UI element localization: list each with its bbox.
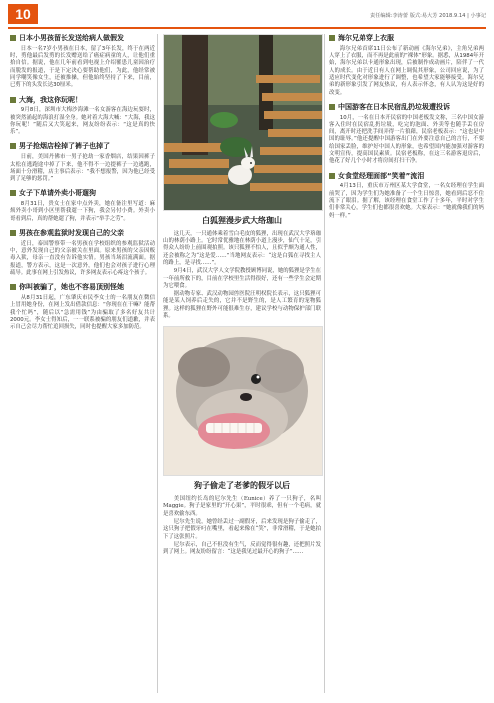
news-body: 10月，一名在日本开民宿的中国老板发文称，三名中国女游客入住时在民宿乱扔垃圾，吃完的泡面、外卖等也随手丢在房间，离开时还把洗手间弄得一片狼藉，民宿老板表示：“这也是中国的耻辱。”他还提醒中国游客出门在外要注意自己的言行，不要给国家丢脸，维护好中国人的形象，也希望国内能加强对游客的文明宣传，提高国民素质。民宿老板称，在这三名游客退房后，他花了好几个小时才将房间打扫干净。 — [329, 114, 484, 165]
news-headline[interactable]: 男孩在参观监狱时发现自己的父亲 — [10, 229, 155, 238]
square-bullet-icon — [10, 284, 16, 290]
dog-illustration — [164, 327, 322, 475]
news-headline[interactable]: 女子下单请外卖小哥遛狗 — [10, 189, 155, 198]
news-headline[interactable]: 日本小男孩留长发送给病人做假发 — [10, 34, 155, 43]
white-fox-illustration — [164, 35, 322, 210]
white-fox-photo — [163, 34, 323, 211]
page-number: 10 — [8, 4, 38, 24]
news-headline[interactable]: 海尔兄弟穿上衣服 — [329, 34, 484, 43]
news-body: 海尔兄弟首席11日公布了新动画《海尔兄弟》，主角兄弟两人穿上了衣服，而不再是此前的“裸体”形象。据悉，从1984年开始，海尔兄弟以卡通形象出现，后被制作成动画片，陪伴了一代人的成长。由于近日有人在网上调侃其形象，公司回应说，为了适应时代变化对形象进行了调整，也希望大家能够接受。海尔兄弟的新形象引发了网友热议，有人表示怀念，有人认为这是好的改变。 — [329, 45, 484, 96]
paragraph: 据动物专家、武汉动物园兽医院汪明权院长表示，这只狐狸可能是某人饲养后走失的，它并不是野生的，是人工繁育的宠物狐狸。这样的狐狸在野外可能很难生存，建议学校与动物保护部门联系。 — [163, 291, 321, 320]
news-item — [329, 103, 484, 166]
news-item — [10, 96, 155, 137]
news-body: 9月8日，深圳市大梅沙海滩一名女游客在海边玩耍时，被突然涌起的海浪打湿全身。她对着大海大喊：“大海，我这你玩呢！”随后又大笑起来，网友纷纷表示：“这是真的快乐”。 — [10, 107, 155, 136]
news-item — [10, 142, 155, 183]
news-headline[interactable]: 你叫被骗了，她也不容易顶别怪她 — [10, 283, 155, 292]
dog-teeth-photo — [163, 326, 323, 476]
news-body: 日前，美国丹佛市一男子抢劫一家香烟店，结果因裤子太松在逃跑途中掉了下来，他不得不一边提裤子一边逃跑，场面十分滑稽，店主事后表示：“我不想报警，因为他已经受到了足够的惩罚。” — [10, 154, 155, 183]
square-bullet-icon — [10, 230, 16, 236]
paragraph: 美国纽约长岛的尼尔先生（Eunice）养了一只狗子，名叫 Maggie。狗子是家里的“开心果”，平时很乖，但有一个毛病，就是喜欢偷东西。 — [163, 496, 321, 517]
news-item — [10, 189, 155, 223]
story-body — [163, 231, 321, 321]
news-item — [10, 229, 155, 277]
square-bullet-icon — [329, 35, 335, 41]
news-item — [10, 34, 155, 90]
square-bullet-icon — [10, 97, 16, 103]
story-caption: 白狐狸漫步武大络珈山 — [202, 216, 282, 225]
square-bullet-icon — [329, 104, 335, 110]
news-headline[interactable]: 男子抢烟店栓掉了裤子也掉了 — [10, 142, 155, 151]
news-item — [10, 283, 155, 331]
news-body: 近日，泰国警察带一名男孩在学校组织的参观监狱活动中，意外发现自己的父亲被关在里面。原来男孩的父亲因贩毒入狱，母亲一直没有告诉他实情。男孩当场泪流满面。据报道，警方表示，这是一次意外，他们也会对孩子进行心理疏导。此事在网上引发热议，许多网友表示心疼这个孩子。 — [10, 240, 155, 276]
paragraph: 9月4日，武汉大学人文学院教授顾博同说，她的狐狸是学生在一年前所救下的，目前在学校里生活得很好，还有一些学生会定期为它喂食。 — [163, 268, 321, 289]
news-body: 8月31日，贵女士在家中点外卖，她在备注里写道：麻烦外卖小哥到小区里帮我遛一下狗，我会另付小费。外卖小哥看到后，真的帮她遛了狗，并表示“举手之劳”。 — [10, 201, 155, 222]
column-divider — [324, 34, 325, 693]
paragraph: 这几天，一只通体乘着雪白毛皮的狐狸，出现在武汉大学珞珈山的林荫小路上。它时常优雅地在林荫小道上漫步，仙气十足，引得众人纷纷上前围观拍照。该只狐狸不怕人，且似乎颇为通人性，还会被称之为“这是爱……”当地网友表示：“这是白狐在寻找主人的路上，是寻找……”。 — [163, 230, 321, 266]
middle-column — [163, 34, 321, 558]
news-body: 从8月31日起，广东肇庆市民李女士的一名朋友在微信上冒用她身份，在网上发出借款信息：“你现在在干嘛？能帮我个忙吗”，随后以“急需用钱”为由骗取了多名好友共计2000元。李女士得知后，一一联系被骗的朋友们道歉，并表示自己会尽力帮忙追回损失，同时也提醒大家多加防范。 — [10, 295, 155, 331]
right-column — [329, 34, 484, 226]
news-body: 4月13日，重庆市万州区某大学食堂，一名女经理在学生面前哭了，因为学生们为她准备了一个生日惊喜，她看到后忍不住流下了眼泪。据了解，该经理在食堂工作了十多年，平时对学生们非常关心，学生们也都很喜欢她。大家表示：“她就像我们的妈妈一样。” — [329, 183, 484, 219]
news-headline[interactable]: 大海，我这你玩呢！ — [10, 96, 155, 105]
news-item — [329, 34, 484, 97]
news-headline[interactable]: 中国游客在日本民宿乱扔垃圾遭投诉 — [329, 103, 484, 112]
story-body — [163, 496, 321, 556]
square-bullet-icon — [329, 173, 335, 179]
square-bullet-icon — [10, 143, 16, 149]
news-item — [329, 172, 484, 220]
left-column — [10, 34, 155, 338]
news-body: 日本一名7岁小男孩在日本，留了3年长发，终于在两近时，剪他最后发剪的长发赠送给了癌症病童的人，让他们重拾自信。据说，他在几年前看到电视上介绍罹患儿童因治疗而脱发的报道，于是下定决心要帮助他们，为此，他经常被同学嘲笑像女生，还被推搡，但他始终坚持了下来，目前，已剪下的头发长达30厘米。 — [10, 45, 155, 89]
header-rule — [8, 27, 486, 29]
news-headline[interactable]: 女食堂经理面部“笑着”流泪 — [329, 172, 484, 181]
square-bullet-icon — [10, 35, 16, 41]
story-caption: 狗子偷走了老爹的假牙以后 — [194, 481, 290, 491]
square-bullet-icon — [10, 190, 16, 196]
page-meta: 责任编辑:李涛蕾 版式:易大芳 2018.9.14 | 小事记 — [370, 13, 487, 19]
paragraph: 尼尔表示，自己不但没有生气，反而觉得很有趣，还把照片发到了网上。网友纷纷留言：“这是我见过最开心的狗子”…… — [163, 541, 321, 556]
paragraph: 尼尔先生说，她曾经丢过一副假牙，后来发现是狗子偷走了，这只狗子把假牙叼在嘴里，看起来像在“笑”，非常滑稽，于是她拍下了这张照片。 — [163, 519, 321, 540]
column-divider — [157, 34, 158, 693]
